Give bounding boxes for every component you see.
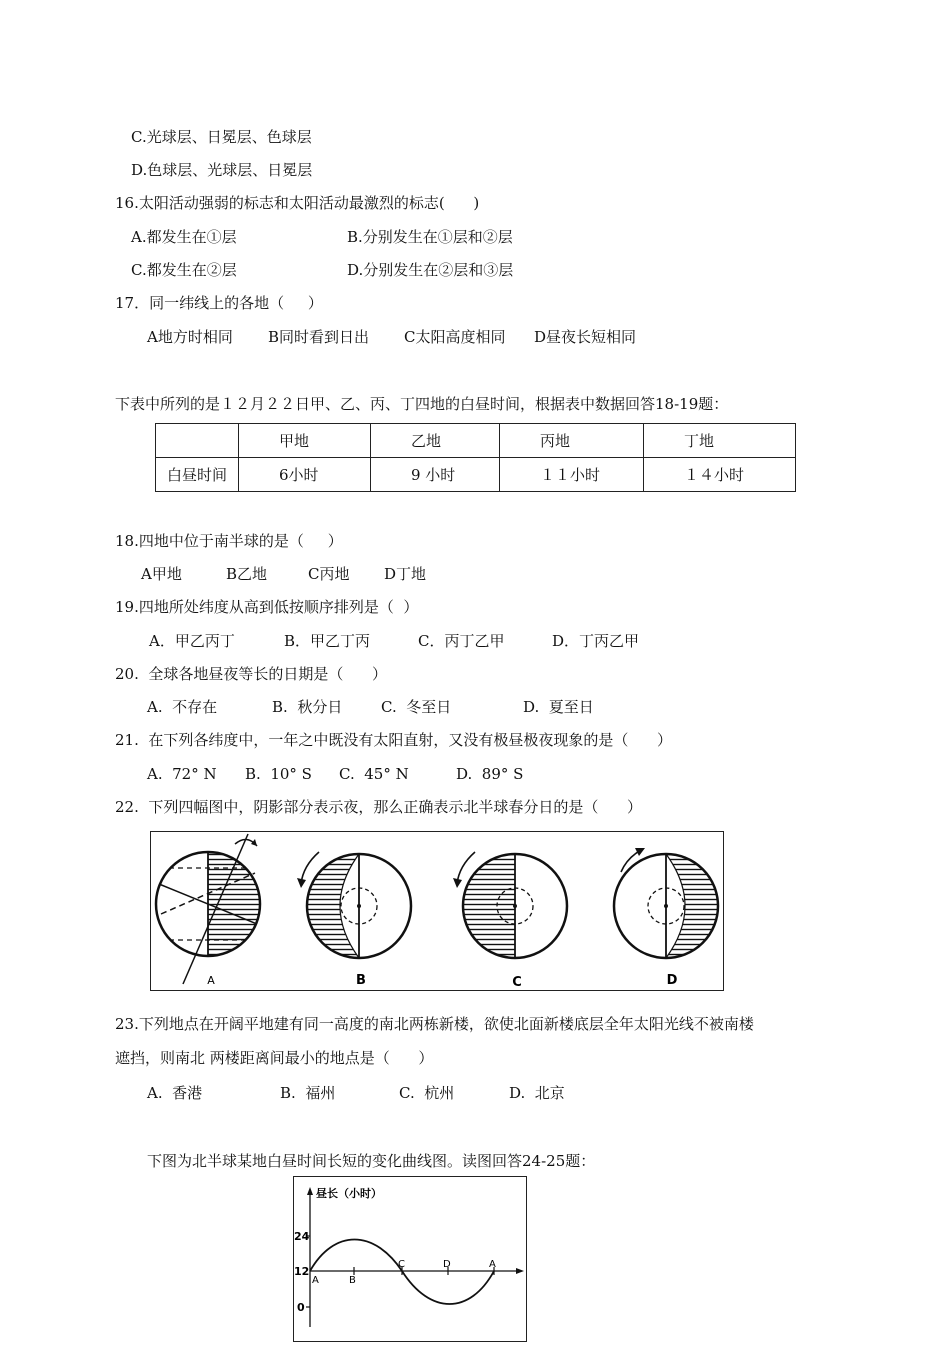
table-row xyxy=(156,458,796,492)
table-header-cell: 丁地 xyxy=(644,424,796,458)
q17-option-d: D昼夜长短相同 xyxy=(534,328,637,346)
q21-stem: 21. 在下列各纬度中，一年之中既没有太阳直射，又没有极昼极夜现象的是（ ） xyxy=(115,731,673,749)
graph-ytick-24: 24 xyxy=(294,1230,310,1243)
q17-option-b: B同时看到日出 xyxy=(268,328,370,346)
diagram-c xyxy=(453,852,567,958)
q23-option-d: D. 北京 xyxy=(509,1084,565,1102)
q15-option-d: D.色球层、光球层、日冕层 xyxy=(131,161,313,179)
q20-option-d: D. 夏至日 xyxy=(523,698,594,716)
q18-option-b: B乙地 xyxy=(226,565,268,583)
q16-option-d: D.分别发生在②层和③层 xyxy=(347,261,514,279)
diagram-label-a: A xyxy=(207,974,215,987)
q23-option-a: A. 香港 xyxy=(147,1084,203,1102)
q19-stem: 19.四地所处纬度从高到低按顺序排列是（ ） xyxy=(115,598,419,616)
q19-option-a: A．甲乙丙丁 xyxy=(149,632,235,650)
q17-option-a: A地方时相同 xyxy=(147,328,233,346)
q17-option-c: C太阳高度相同 xyxy=(404,328,506,346)
q20-option-a: A. 不存在 xyxy=(147,698,218,716)
table-cell: 6小时 xyxy=(239,458,371,492)
q23-option-c: C. 杭州 xyxy=(399,1084,455,1102)
q15-option-c: C.光球层、日冕层、色球层 xyxy=(131,128,312,146)
q18-stem: 18.四地中位于南半球的是（ ） xyxy=(115,532,343,550)
q16-stem: 16.太阳活动强弱的标志和太阳活动最激烈的标志( ) xyxy=(115,194,480,212)
q18-option-d: D丁地 xyxy=(384,565,427,583)
q16-option-a: A.都发生在①层 xyxy=(131,228,237,246)
diagram-d xyxy=(614,848,718,958)
earth-illumination-diagrams xyxy=(151,832,723,990)
q21-option-d: D. 89° S xyxy=(456,765,524,783)
graph-intro: 下图为北半球某地白昼时间长短的变化曲线图。读图回答24-25题： xyxy=(147,1152,596,1170)
graph-point-a2: A xyxy=(489,1259,496,1270)
q20-stem: 20. 全球各地昼夜等长的日期是（ ） xyxy=(115,665,388,683)
q23-stem-line1: 23.下列地点在开阔平地建有同一高度的南北两栋新楼，欲使北面新楼底层全年太阳光线不被南楼 xyxy=(115,1015,754,1033)
table-intro: 下表中所列的是１２月２２日甲、乙、丙、丁四地的白昼时间，根据表中数据回答18-19题： xyxy=(115,395,729,413)
q16-option-c: C.都发生在②层 xyxy=(131,261,237,279)
table-cell: 9 小时 xyxy=(371,458,500,492)
graph-ylabel: 昼长（小时） xyxy=(316,1187,382,1200)
q20-option-c: C. 冬至日 xyxy=(381,698,452,716)
graph-ytick-12: 12 xyxy=(294,1265,310,1278)
graph-point-b: B xyxy=(349,1275,356,1286)
q20-option-b: B. 秋分日 xyxy=(272,698,343,716)
q18-option-c: C丙地 xyxy=(308,565,350,583)
table-cell: １４小时 xyxy=(644,458,796,492)
diagram-label-b: B xyxy=(356,973,366,988)
diagram-b xyxy=(297,852,411,958)
table-header-row xyxy=(156,424,796,458)
q19-option-c: C．丙丁乙甲 xyxy=(418,632,505,650)
q19-option-b: B．甲乙丁丙 xyxy=(284,632,371,650)
daylight-table xyxy=(155,423,796,492)
diagram-label-c: C xyxy=(512,975,522,990)
q21-option-c: C. 45° N xyxy=(339,765,409,783)
q19-option-d: D．丁丙乙甲 xyxy=(552,632,640,650)
q17-stem: 17．同一纬线上的各地（ ） xyxy=(115,294,323,312)
graph-point-a: A xyxy=(312,1275,319,1286)
graph-ytick-0: 0 xyxy=(297,1301,305,1314)
q21-option-b: B. 10° S xyxy=(245,765,312,783)
q21-option-a: A. 72° N xyxy=(147,765,217,783)
q23-stem-line2: 遮挡，则南北 两楼距离间最小的地点是（ ） xyxy=(115,1049,434,1067)
daylength-curve-svg xyxy=(294,1177,526,1341)
table-header-cell: 丙地 xyxy=(500,424,644,458)
q22-stem: 22. 下列四幅图中，阴影部分表示夜，那么正确表示北半球春分日的是（ ） xyxy=(115,798,643,816)
daylength-graph xyxy=(293,1176,527,1342)
diagram-a xyxy=(156,834,262,984)
table-cell: １１小时 xyxy=(500,458,644,492)
q23-option-b: B. 福州 xyxy=(280,1084,336,1102)
table-header-cell xyxy=(156,424,239,458)
graph-point-c: C xyxy=(398,1259,405,1270)
table-row-label: 白昼时间 xyxy=(156,458,239,492)
table-header-cell: 甲地 xyxy=(239,424,371,458)
diagram-label-d: D xyxy=(666,973,678,988)
graph-point-d: D xyxy=(443,1259,451,1270)
q22-figure xyxy=(150,831,724,991)
table-header-cell: 乙地 xyxy=(371,424,500,458)
q18-option-a: A甲地 xyxy=(141,565,182,583)
q16-option-b: B.分别发生在①层和②层 xyxy=(347,228,513,246)
